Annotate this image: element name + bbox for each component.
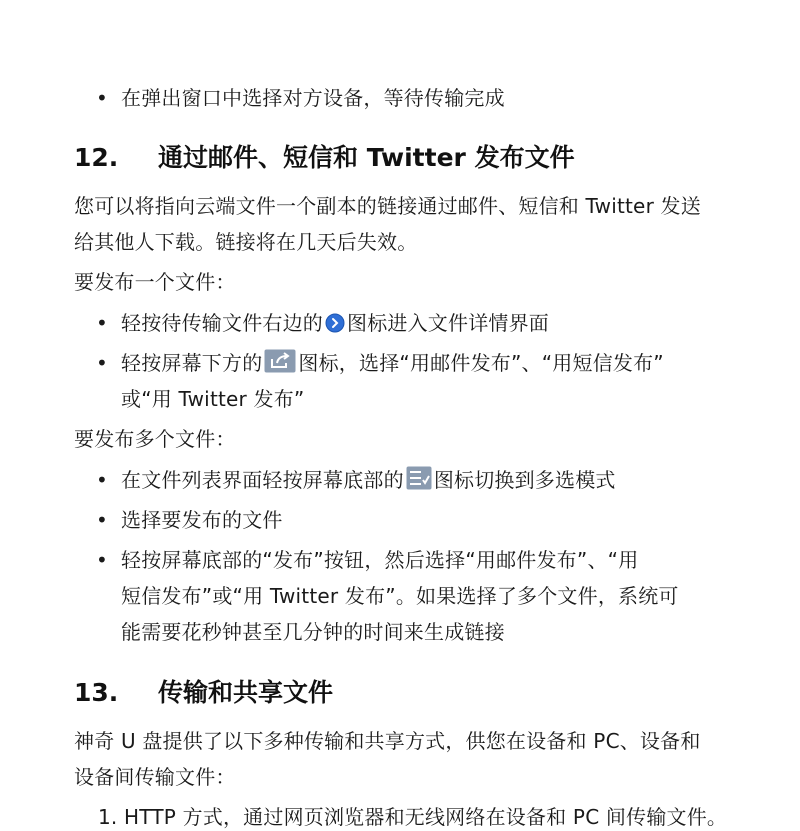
bullet-dot: • [96, 86, 108, 110]
bullet-dot: • [96, 508, 108, 532]
section-13-paragraph-line-2: 设备间传输文件： [74, 765, 236, 789]
single-bullet-2-text-pre: 轻按屏幕下方的 [121, 351, 263, 375]
intro-bullet-text: 在弹出窗口中选择对方设备，等待传输完成 [121, 86, 505, 110]
section-12-number: 12. [74, 143, 119, 172]
bullet-dot: • [96, 311, 108, 335]
section-13-paragraph-line-1: 神奇 U 盘提供了以下多种传输和共享方式，供您在设备和 PC、设备和 [74, 729, 701, 753]
multi-bullet-3-line-2: 短信发布”或“用 Twitter 发布”。如果选择了多个文件，系统可 [121, 584, 679, 608]
single-bullet-2 [121, 349, 664, 380]
section-13-list-item-1: 1. HTTP 方式，通过网页浏览器和无线网络在设备和 PC 间传输文件。 [98, 805, 728, 829]
single-bullet-2-text-post: 图标，选择“用邮件发布”、“用短信发布” [298, 351, 664, 375]
single-bullet-1-text-post: 图标进入文件详情界面 [347, 311, 549, 335]
section-13-number: 13. [74, 678, 119, 707]
multi-bullet-2: 选择要发布的文件 [121, 508, 283, 532]
multi-bullet-1-text-pre: 在文件列表界面轻按屏幕底部的 [121, 468, 404, 492]
section-13-title: 传输和共享文件 [158, 678, 334, 707]
publish-multi-label: 要发布多个文件： [74, 427, 236, 451]
multi-select-icon [406, 466, 432, 497]
publish-single-label: 要发布一个文件： [74, 270, 236, 294]
section-12-paragraph-line-1: 您可以将指向云端文件一个副本的链接通过邮件、短信和 Twitter 发送 [74, 194, 701, 218]
details-arrow-icon [325, 312, 345, 340]
section-12-paragraph-line-2: 给其他人下载。链接将在几天后失效。 [74, 230, 418, 254]
share-icon [264, 349, 296, 380]
multi-bullet-1-text-post: 图标切换到多选模式 [433, 468, 616, 492]
single-bullet-2-line-2: 或“用 Twitter 发布” [121, 387, 305, 411]
multi-bullet-3-line-3: 能需要花秒钟甚至几分钟的时间来生成链接 [121, 620, 505, 644]
single-bullet-1-text-pre: 轻按待传输文件右边的 [121, 311, 323, 335]
bullet-dot: • [96, 351, 108, 375]
single-bullet-1 [121, 309, 549, 340]
bullet-dot: • [96, 468, 108, 492]
bullet-dot: • [96, 548, 108, 572]
section-12-title: 通过邮件、短信和 Twitter 发布文件 [158, 143, 575, 172]
multi-bullet-1 [121, 466, 616, 497]
multi-bullet-3-line-1: 轻按屏幕底部的“发布”按钮，然后选择“用邮件发布”、“用 [121, 548, 639, 572]
